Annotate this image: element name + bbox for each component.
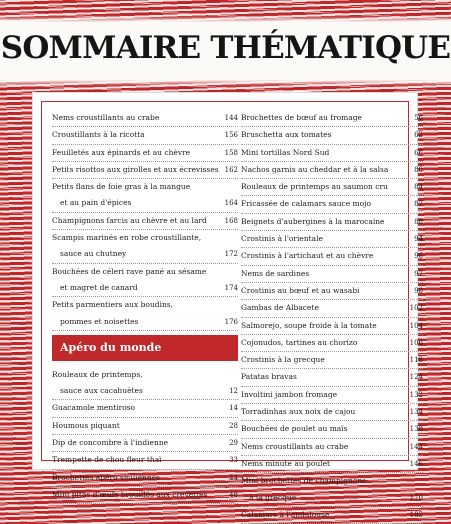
entry-page-number: 80 [414,165,423,174]
entry-title: Petits risottos aux girolles et aux écrevisses [52,164,219,174]
entry-page-number: 168 [224,216,238,225]
entry-page-number: 48 [229,490,238,499]
toc-row [52,246,238,262]
entry-list-right [241,110,423,524]
toc-entry [52,452,238,469]
toc-entry [52,162,238,179]
entry-page-number: 132 [409,390,423,399]
toc-entry [241,335,423,352]
entry-page-number: 162 [224,165,238,174]
entry-page-number: 156 [224,131,238,140]
entry-title: Nems minute au poulet [241,458,331,468]
entry-page-number: 185 [409,510,423,519]
entry-page-number: 12 [229,387,238,396]
entry-page-number: 176 [224,317,238,326]
entry-page-number: 174 [224,283,238,292]
entry-list-top [52,110,238,331]
entry-title: Croustillants à la ricotta [52,130,145,140]
entry-title: Mini tortillas Nord Sud [241,147,330,157]
entry-page-number: 104 [409,321,423,330]
toc-entry [241,456,423,473]
entry-page-number: 96 [414,252,423,261]
toc-entry [52,470,238,487]
toc-entry [52,213,238,230]
entry-page-number: 106 [409,338,423,347]
toc-entry [52,230,238,264]
toc-entry [241,162,423,179]
entry-page-number: 164 [224,199,238,208]
entry-title: et au pain d'épices [60,198,132,208]
entry-title: Fricassée de calamars sauce mojo [241,199,372,209]
entry-title: Scampis marinés en robe croustillante, [52,233,202,243]
contents-panel [32,92,423,519]
entry-title: Houmous piquant [52,420,120,430]
entry-title: Petits parmentiers aux boudins, [52,300,174,310]
entry-page-number: 158 [224,148,238,157]
contents-column-right [241,110,423,524]
toc-row [241,473,423,489]
entry-title: Nachos garnis au cheddar et à la salsa [241,164,389,174]
entry-page-number: 88 [414,217,423,226]
entry-title: Champignons farcis au chèvre et au lard [52,215,207,225]
section-heading-apero-du-monde: Apéro du monde [52,335,238,361]
entry-page-number: 33 [229,456,238,465]
toc-row [52,230,238,246]
toc-entry [241,439,423,456]
toc-entry [52,487,238,504]
toc-entry [241,283,423,300]
toc-entry [52,418,238,435]
toc-entry [241,387,423,404]
toc-row [52,297,238,313]
toc-entry [52,297,238,331]
entry-page-number: 102 [409,304,423,313]
toc-entry [241,404,423,421]
toc-row [241,490,423,506]
toc-row [52,314,238,330]
entry-page-number: 144 [409,442,423,451]
entry-title: Involtini jambon fromage [241,389,338,399]
entry-page-number: 97 [414,269,423,278]
contents-column-left [52,110,238,504]
toc-entry [241,231,423,248]
entry-title: Feuilletés aux épinards et au chèvre [52,147,191,157]
entry-title: Nems croustillants au crabe [52,113,160,122]
entry-page-number: 29 [229,439,238,448]
entry-title: Nems croustillants au crabe [241,441,349,451]
entry-page-number: 66 [414,148,423,157]
entry-title: Nems de sardines [241,268,310,278]
toc-row [52,179,238,195]
entry-title: Petits flans de foie gras à la mangue [52,182,191,192]
entry-page-number: 87 [414,200,423,209]
entry-title: Salmorejo, soupe froide à la tomate [241,320,377,330]
entry-list-apero-du-monde [52,367,238,504]
toc-entry [241,507,423,524]
toc-entry [241,214,423,231]
entry-title: Rouleaux de printemps au saumon cru [241,182,388,192]
toc-row [52,280,238,296]
toc-entry [52,127,238,144]
entry-page-number: 28 [229,421,238,430]
entry-title: pommes et noisettes [60,316,139,326]
toc-row [52,195,238,211]
entry-page-number: 62 [414,131,423,140]
toc-entry [241,300,423,317]
toc-entry [241,473,423,507]
entry-title: et magret de canard [60,282,138,292]
entry-page-number: 56 [414,114,423,122]
entry-page-number: 98 [414,286,423,295]
entry-page-number: 134 [409,408,423,417]
entry-title: Gambas de Albacete [241,303,319,313]
entry-title: Bouchées de poulet au maïs [241,424,348,434]
entry-title: Rouleaux de printemps, [52,369,143,379]
entry-title: Brochettes apéro siciliennes [52,472,161,482]
entry-title: sauce au chutney [60,249,127,259]
entry-page-number: 138 [409,425,423,434]
entry-page-number: 144 [224,114,238,122]
toc-entry [52,264,238,298]
toc-entry [241,352,423,369]
entry-title: Crostinis à la grecque [241,355,325,365]
toc-entry [52,435,238,452]
toc-entry [52,367,238,401]
entry-page-number: 94 [414,235,423,244]
toc-entry [52,110,238,127]
entry-title: sauce aux cacahuètes [60,386,143,396]
toc-entry [241,127,423,144]
entry-page-number: 170 [409,493,423,502]
entry-title: Patatas bravas [241,372,297,382]
toc-entry [241,248,423,265]
toc-entry [241,266,423,283]
entry-title: Mini pitas d'œufs brouillés aux crevettes [52,489,208,499]
entry-page-number: 146 [409,459,423,468]
entry-page-number: 84 [414,183,423,192]
entry-title: Torradinhas aux noix de cajou [241,407,356,417]
entry-title: Trempette de chou fleur thaï [52,455,162,465]
entry-page-number: 118 [409,356,423,365]
toc-entry [241,196,423,213]
entry-title: Crostinis à l'orientale [241,234,323,244]
toc-entry [241,421,423,438]
entry-title: Bruschetta aux tomates [241,130,332,140]
entry-title: Calamars à l'andalouse [241,509,330,519]
entry-title: Bouchées de céleri rave pané au sésame [52,266,207,276]
toc-entry [52,400,238,417]
toc-entry [241,179,423,196]
toc-row [52,367,238,383]
entry-title: Crostinis à l'artichaut et au chèvre [241,251,374,261]
toc-entry [241,110,423,127]
toc-entry [52,179,238,213]
entry-title: Beignets d'aubergines à la marocaine [241,216,385,226]
entry-page-number: 172 [224,250,238,259]
toc-row [52,264,238,280]
entry-title: Dip de concombre à l'indienne [52,438,169,448]
entry-title: Crostinis au bœuf et au wasabi [241,285,360,295]
toc-entry [241,318,423,335]
toc-entry [241,369,423,386]
entry-page-number: 14 [229,404,238,413]
entry-page-number: 44 [229,473,238,482]
entry-title: Cojonudos, tartines au chorizo [241,337,358,347]
toc-entry [52,145,238,162]
page-title: SOMMAIRE THÉMATIQUE [0,30,451,66]
entry-title: à la grecque [249,492,297,502]
entry-title: Guacamole mentiroso [52,403,136,413]
toc-entry [241,145,423,162]
entry-title: Brochettes de bœuf au fromage [241,113,362,122]
entry-title: Mini brochettes de champignons [241,476,367,486]
entry-page-number: 124 [409,373,423,382]
toc-row [52,383,238,399]
